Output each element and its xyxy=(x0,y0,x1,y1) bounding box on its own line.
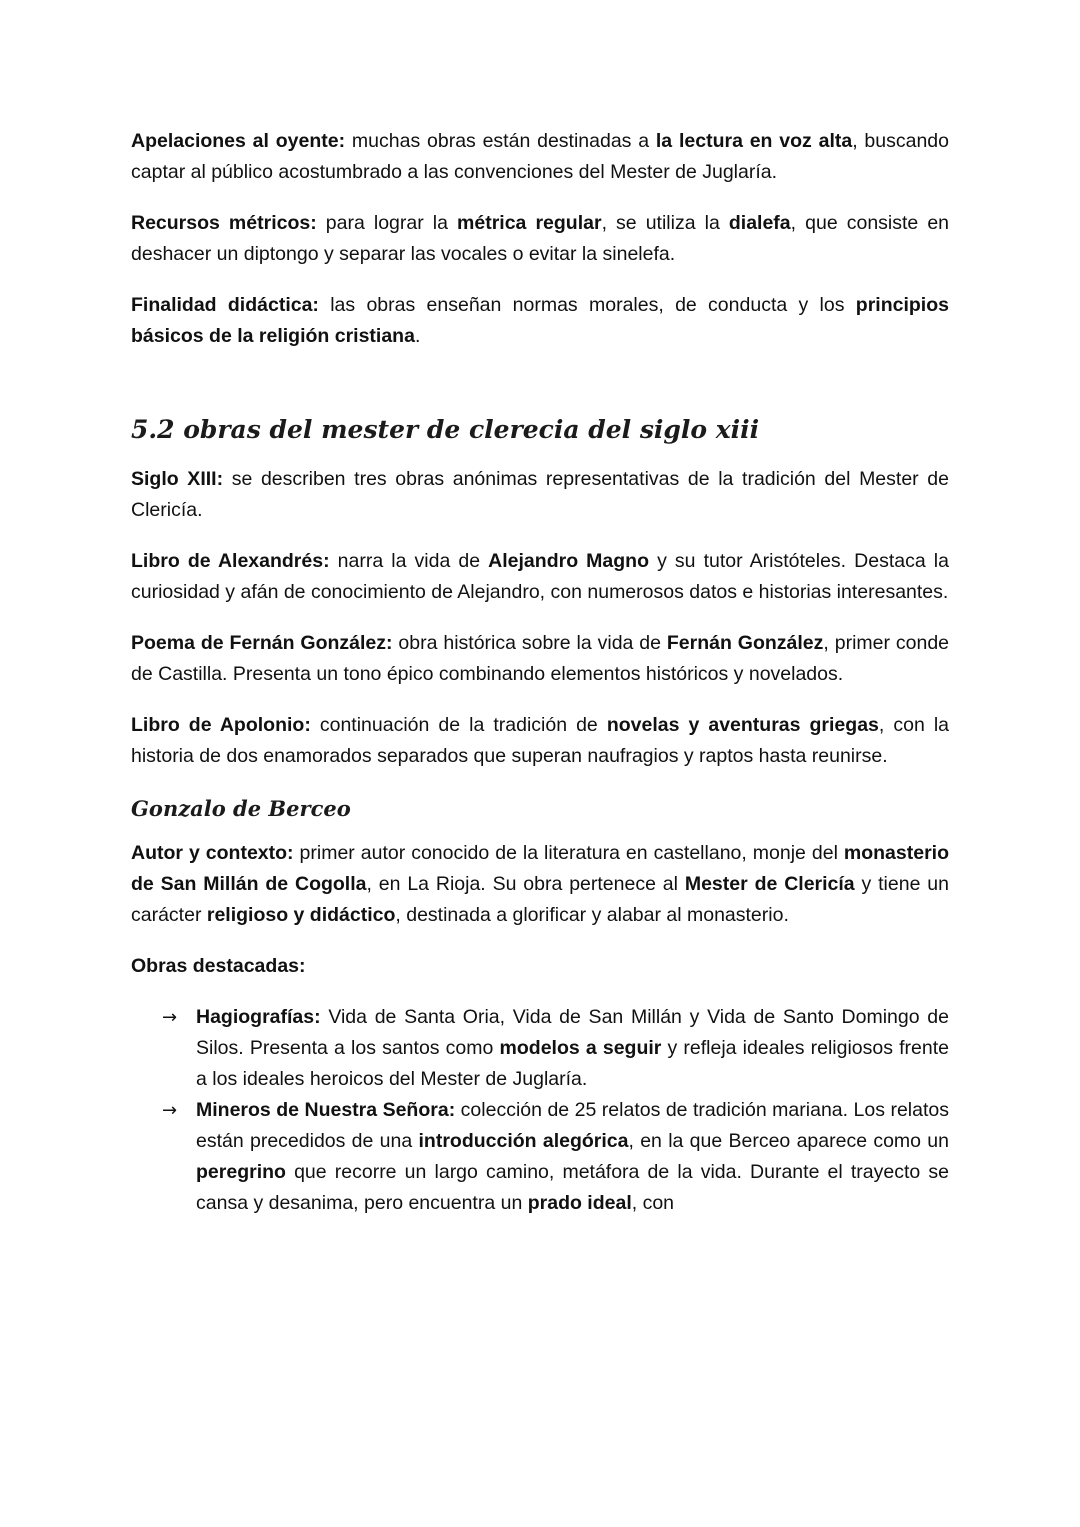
list-item-milagros xyxy=(162,1095,949,1219)
text-run: continuación de la tradición de xyxy=(310,714,607,736)
paragraph-libro-alexandres xyxy=(131,546,949,608)
list-item-hagiografias xyxy=(162,1002,949,1095)
paragraph-apelaciones xyxy=(131,126,949,188)
text-run: obra histórica sobre la vida de xyxy=(392,632,667,654)
arrow-right-icon: → xyxy=(162,1007,178,1028)
paragraph-libro-apolonio xyxy=(131,710,949,772)
text-run: , en la que Berceo aparece como un xyxy=(628,1130,949,1152)
section-body xyxy=(131,464,949,772)
subheading-berceo: Gonzalo de Berceo xyxy=(131,796,351,821)
bold-text: principios básicos de la religión cristiana xyxy=(131,294,949,347)
text-run: , con xyxy=(631,1192,675,1214)
bold-text: modelos a seguir xyxy=(499,1037,662,1059)
text-run: , destinada a glorificar y alabar al monasterio. xyxy=(395,904,789,926)
text-run: , se utiliza la xyxy=(601,212,729,234)
text-run: que recorre un largo camino, metáfora de la vida. Durante el trayecto se cansa y desanima, pero encuentra un xyxy=(196,1161,949,1214)
text-run: y tiene un carácter xyxy=(131,873,949,926)
bold-text: Siglo XIII: xyxy=(131,468,224,490)
section-heading: 5.2 obras del mester de clerecia del siglo xiii xyxy=(131,415,760,444)
text-run: , buscando captar al público acostumbrado a las convenciones del Mester de Juglaría. xyxy=(131,130,949,183)
text-run: , que consiste en deshacer un diptongo y separar las vocales o evitar la sinelefa. xyxy=(131,212,950,265)
paragraph-autor-contexto xyxy=(131,838,949,931)
paragraph-fernan-gonzalez xyxy=(131,628,949,690)
bold-text: Libro de Apolonio: xyxy=(131,714,311,736)
paragraph-siglo-xiii xyxy=(131,464,949,526)
text-run: muchas obras están destinadas a xyxy=(345,130,656,152)
bold-text: Hagiografías: xyxy=(196,1006,321,1028)
bold-text: introducción alegórica xyxy=(418,1130,629,1152)
works-list xyxy=(131,1002,949,1219)
intro-section xyxy=(131,126,949,352)
bold-text: Recursos métricos: xyxy=(131,212,317,234)
text-run: . xyxy=(414,325,421,347)
bold-text: Mineros de Nuestra Señora: xyxy=(196,1099,456,1121)
text-run: Vida de Santa Oria, Vida de San Millán y Vida de Santo Domingo de Silos. Presenta a los santos como xyxy=(196,1006,949,1059)
arrow-right-icon: → xyxy=(162,1100,178,1121)
text-run: narra la vida de xyxy=(329,550,489,572)
bold-text: novelas y aventuras griegas xyxy=(606,714,879,736)
text-run: , primer conde de Castilla. Presenta un tono épico combinando elementos históricos y novelados. xyxy=(131,632,950,685)
bold-text: Fernán González xyxy=(666,632,824,654)
list-item-text xyxy=(196,1099,949,1214)
paragraph-recursos-metricos xyxy=(131,208,949,270)
text-run: , con la historia de dos enamorados separados que superan naufragios y raptos hasta reunirse. xyxy=(131,714,949,767)
text-run: colección de 25 relatos de tradición mariana. Los relatos están precedidos de una xyxy=(196,1099,949,1152)
document-page xyxy=(131,126,949,1219)
text-run: primer autor conocido de la literatura en castellano, monje del xyxy=(293,842,844,864)
text-run: y refleja ideales religiosos frente a los ideales heroicos del Mester de Juglaría. xyxy=(196,1037,949,1090)
bold-text: Autor y contexto: xyxy=(131,842,294,864)
text-run: las obras enseñan normas morales, de conducta y los xyxy=(318,294,856,316)
bold-text: Poema de Fernán González: xyxy=(131,632,393,654)
bold-text: Alejandro Magno xyxy=(488,550,650,572)
text-run: y su tutor Aristóteles. Destaca la curiosidad y afán de conocimiento de Alejandro, con numerosos datos e historias interesantes. xyxy=(131,550,949,603)
works-label: Obras destacadas: xyxy=(131,955,306,977)
bold-text: prado ideal xyxy=(527,1192,632,1214)
bold-text: religioso y didáctico xyxy=(206,904,396,926)
bold-text: Libro de Alexandrés: xyxy=(131,550,330,572)
bold-text: peregrino xyxy=(196,1161,286,1183)
paragraph-finalidad-didactica xyxy=(131,290,949,352)
list-item-text xyxy=(196,1006,949,1090)
text-run: se describen tres obras anónimas representativas de la tradición del Mester de Clericía. xyxy=(131,468,949,521)
bold-text: la lectura en voz alta xyxy=(655,130,853,152)
bold-text: Apelaciones al oyente: xyxy=(131,130,346,152)
bold-text: Mester de Clericía xyxy=(684,873,855,895)
bold-text: Finalidad didáctica: xyxy=(131,294,319,316)
bold-text: monasterio de San Millán de Cogolla xyxy=(131,842,949,895)
bold-text: dialefa xyxy=(728,212,791,234)
text-run: para lograr la xyxy=(316,212,458,234)
bold-text: métrica regular xyxy=(457,212,602,234)
text-run: , en La Rioja. Su obra pertenece al xyxy=(366,873,685,895)
